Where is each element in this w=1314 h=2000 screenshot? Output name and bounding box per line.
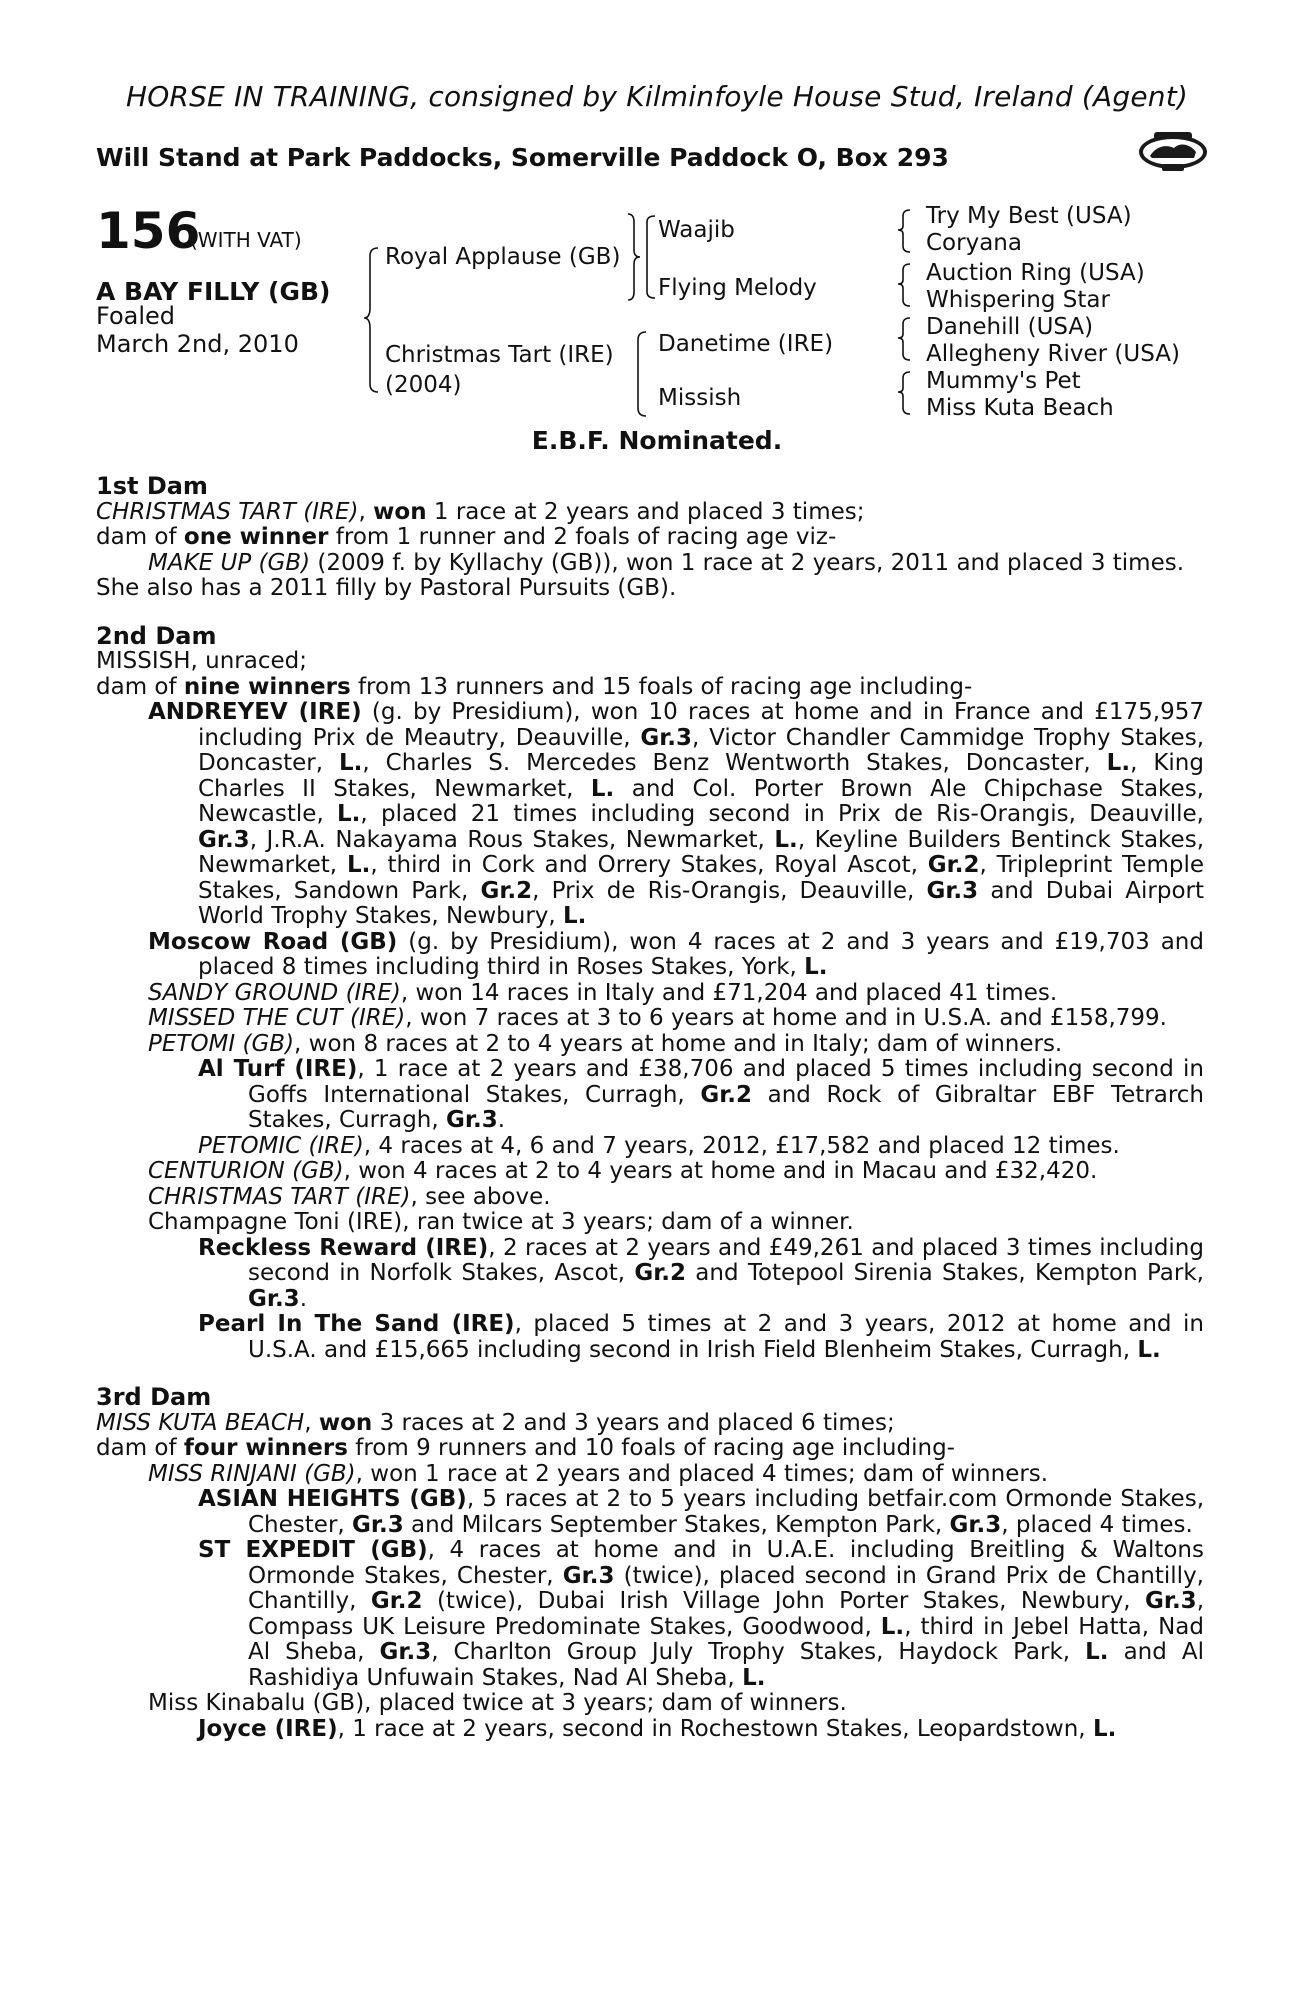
g3-ancestor: Danehill (USA) bbox=[926, 314, 1094, 340]
g3-ancestor: Mummy's Pet bbox=[926, 368, 1081, 394]
list-item: Moscow Road (GB) (g. by Presidium), won 4 races at 2 and 3 years and £19,703 and placed 8 times including third in Roses Stakes, York, L. bbox=[148, 928, 1204, 980]
first-dam-note: She also has a 2011 filly by Pastoral Pursuits (GB). bbox=[96, 575, 677, 601]
list-item: PETOMIC (IRE), 4 races at 4, 6 and 7 years, 2012, £17,582 and placed 12 times. bbox=[198, 1132, 1120, 1159]
g3-ancestor: Miss Kuta Beach bbox=[926, 395, 1114, 421]
g3-ancestor: Whispering Star bbox=[926, 287, 1110, 313]
list-item: Al Turf (IRE), 1 race at 2 years and £38,706 and placed 5 times including second in Goffs International Stakes, Curragh, Gr.2 and Rock of Gibraltar EBF Tetrarch Stakes, Curragh, Gr.3. bbox=[198, 1056, 1204, 1133]
list-item: MISS RINJANI (GB), won 1 race at 2 years and placed 4 times; dam of winners. bbox=[148, 1460, 1049, 1487]
list-item: MISSED THE CUT (IRE), won 7 races at 3 to 6 years at home and in U.S.A. and £158,799. bbox=[148, 1005, 1167, 1031]
first-dam-record: CHRISTMAS TART (IRE), won 1 race at 2 years and placed 3 times; bbox=[96, 498, 865, 525]
list-item: ANDREYEV (IRE) (g. by Presidium), won 10 races at home and in France and £175,957 including Prix de Meautry, Deauville, Gr.3, Victor Chandler Cammidge Trophy Stakes, Doncaster, L., Charles S. Mercedes Benz Wentworth Stakes, Doncaster, L., King Charles II Stakes, Newmarket, L. and Col. Porter Brown Ale Chipchase Stakes, Newcastle, L., placed 21 times including second in Prix de Ris-Orangis, Deauville, Gr.3, J.R.A. Nakayama Rous Stakes, Newmarket, L., Keyline Builders Bentinck Stakes, Newmarket, L., third in Cork and Orrery Stakes, Royal Ascot, Gr.2, Tripleprint Temple Stakes, Sandown Park, Gr.2, Prix de Ris-Orangis, Deauville, Gr.3 and Dubai Airport World Trophy Stakes, Newbury, L. bbox=[148, 699, 1205, 929]
third-dam-heading: 3rd Dam bbox=[96, 1383, 212, 1411]
list-item: CHRISTMAS TART (IRE), see above. bbox=[148, 1183, 551, 1210]
racing-post-trophy-badge-icon bbox=[1136, 128, 1210, 174]
dam-foaling-year: (2004) bbox=[385, 372, 462, 398]
list-item: PETOMI (GB), won 8 races at 2 to 4 years at home and in Italy; dam of winners. bbox=[148, 1030, 1063, 1057]
dam-dam: Missish bbox=[658, 385, 742, 411]
lot-number: 156 bbox=[96, 202, 201, 260]
sire-sire: Waajib bbox=[658, 217, 735, 243]
list-item: Reckless Reward (IRE), 2 races at 2 years and £49,261 and placed 3 times including second in Norfolk Stakes, Ascot, Gr.2 and Totepool Sirenia Stakes, Kempton Park, Gr.3. bbox=[198, 1234, 1204, 1312]
list-item: MAKE UP (GB) (2009 f. by Kyllachy (GB)), won 1 race at 2 years, 2011 and placed 3 times. bbox=[148, 549, 1185, 576]
ebf-nominated: E.B.F. Nominated. bbox=[531, 426, 783, 455]
g3-ancestor: Coryana bbox=[926, 230, 1022, 256]
first-dam-heading: 1st Dam bbox=[96, 472, 208, 500]
list-item: Champagne Toni (IRE), ran twice at 3 years; dam of a winner. bbox=[148, 1209, 854, 1235]
third-dam-produce: dam of four winners from 9 runners and 10 foals of racing age including- bbox=[96, 1435, 955, 1461]
consignment-title: HORSE IN TRAINING, consigned by Kilminfoyle House Stud, Ireland (Agent) bbox=[125, 80, 1189, 113]
list-item: SANDY GROUND (IRE), won 14 races in Italy and £71,204 and placed 41 times. bbox=[148, 979, 1058, 1006]
second-dam-produce: dam of nine winners from 13 runners and 15 foals of racing age including- bbox=[96, 673, 973, 700]
vat-note: (WITH VAT) bbox=[190, 228, 302, 252]
list-item: ST EXPEDIT (GB), 4 races at home and in U.A.E. including Breitling & Waltons Ormonde Stakes, Chester, Gr.3 (twice), placed second in Grand Prix de Chantilly, Chantilly, Gr.2 (twice), Dubai Irish Village John Porter Stakes, Newbury, Gr.3, Compass UK Leisure Predominate Stakes, Goodwood, L., third in Jebel Hatta, Nad Al Sheba, Gr.3, Charlton Group July Trophy Stakes, Haydock Park, L. and Al Rashidiya Unfuwain Stakes, Nad Al Sheba, L. bbox=[198, 1537, 1204, 1691]
first-dam-produce: dam of one winner from 1 runner and 2 foals of racing age viz- bbox=[96, 524, 837, 550]
g3-ancestor: Try My Best (USA) bbox=[926, 203, 1132, 229]
second-dam-record: MISSISH, unraced; bbox=[96, 648, 307, 674]
produce-record bbox=[96, 474, 1204, 1742]
stand-location: Will Stand at Park Paddocks, Somerville Paddock O, Box 293 bbox=[96, 143, 949, 172]
foaled-label: Foaled bbox=[96, 302, 176, 330]
list-item: Miss Kinabalu (GB), placed twice at 3 years; dam of winners. bbox=[148, 1690, 847, 1716]
pedigree-bracket-g3-1 bbox=[898, 208, 914, 254]
dam: Christmas Tart (IRE) bbox=[385, 342, 614, 368]
third-dam-record: MISS KUTA BEACH, won 3 races at 2 and 3 years and placed 6 times; bbox=[96, 1409, 895, 1436]
g3-ancestor: Allegheny River (USA) bbox=[926, 341, 1180, 367]
sire: Royal Applause (GB) bbox=[385, 244, 621, 270]
lot-description: A BAY FILLY (GB) bbox=[96, 277, 331, 306]
pedigree-bracket-g3-2 bbox=[898, 262, 914, 308]
pedigree-bracket-main bbox=[364, 246, 384, 396]
sire-dam: Flying Melody bbox=[658, 275, 817, 301]
pedigree-bracket-g3-3 bbox=[898, 316, 914, 362]
list-item: Pearl In The Sand (IRE), placed 5 times at 2 and 3 years, 2012 at home and in U.S.A. and £15,665 including second in Irish Field Blenheim Stakes, Curragh, L. bbox=[198, 1311, 1204, 1363]
pedigree-bracket-sire-right bbox=[643, 214, 657, 300]
pedigree-bracket-dam bbox=[634, 330, 654, 420]
list-item: ASIAN HEIGHTS (GB), 5 races at 2 to 5 years including betfair.com Ormonde Stakes, Chester, Gr.3 and Milcars September Stakes, Kempton Park, Gr.3, placed 4 times. bbox=[198, 1486, 1204, 1538]
foaled-date: March 2nd, 2010 bbox=[96, 330, 299, 358]
list-item: CENTURION (GB), won 4 races at 2 to 4 years at home and in Macau and £32,420. bbox=[148, 1158, 1098, 1184]
list-item: Joyce (IRE), 1 race at 2 years, second in Rochestown Stakes, Leopardstown, L. bbox=[198, 1715, 1117, 1742]
pedigree-bracket-g3-4 bbox=[898, 370, 914, 416]
second-dam-heading: 2nd Dam bbox=[96, 621, 217, 650]
dam-sire: Danetime (IRE) bbox=[658, 331, 834, 357]
g3-ancestor: Auction Ring (USA) bbox=[926, 260, 1145, 286]
